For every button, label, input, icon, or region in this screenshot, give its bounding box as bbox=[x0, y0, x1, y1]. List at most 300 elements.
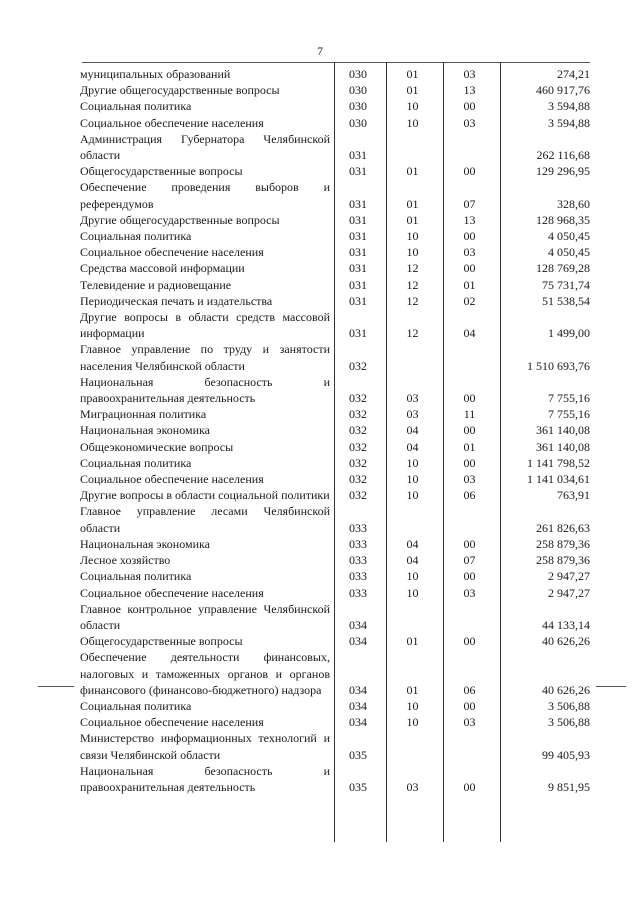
row-code-text: 031 bbox=[349, 326, 367, 341]
row-name-text: Средства массовой информации bbox=[80, 261, 245, 276]
row-amount bbox=[498, 309, 590, 341]
row-name bbox=[80, 439, 332, 455]
row-section bbox=[384, 422, 441, 438]
row-code bbox=[332, 633, 384, 649]
row-code-text: 031 bbox=[349, 277, 367, 292]
row-name bbox=[80, 212, 332, 228]
row-amount bbox=[498, 552, 590, 568]
row-code-text: 030 bbox=[349, 67, 367, 81]
margin-mark-left bbox=[38, 686, 74, 687]
row-amount bbox=[498, 277, 590, 293]
row-amount-text: 261 826,63 bbox=[536, 520, 590, 535]
row-section-text: 04 bbox=[406, 439, 419, 454]
row-name-text: Главное управление по труду и занятости населения Челябинской области bbox=[80, 342, 330, 373]
row-code-text: 032 bbox=[349, 423, 367, 438]
row-amount-text: 4 050,45 bbox=[548, 229, 590, 244]
row-subsection bbox=[441, 422, 498, 438]
row-section bbox=[384, 455, 441, 471]
row-code bbox=[332, 212, 384, 228]
row-amount bbox=[498, 163, 590, 179]
row-section-text: 10 bbox=[406, 99, 419, 114]
row-name bbox=[80, 374, 332, 406]
row-section bbox=[384, 374, 441, 406]
row-code bbox=[332, 293, 384, 309]
row-section-text: 01 bbox=[406, 164, 419, 179]
row-code bbox=[332, 422, 384, 438]
row-section bbox=[384, 66, 441, 82]
row-amount-text: 262 116,68 bbox=[536, 148, 590, 163]
row-subsection bbox=[441, 730, 498, 762]
row-amount-text: 128 968,35 bbox=[536, 212, 590, 227]
row-name-text: Общегосударственные вопросы bbox=[80, 164, 243, 179]
row-subsection-text: 11 bbox=[463, 407, 476, 422]
row-subsection bbox=[441, 503, 498, 535]
row-code bbox=[332, 260, 384, 276]
row-section-text: 01 bbox=[406, 67, 419, 81]
row-name bbox=[80, 601, 332, 633]
row-code-text: 030 bbox=[349, 99, 367, 114]
table-row bbox=[80, 536, 590, 552]
row-code-text: 032 bbox=[349, 439, 367, 454]
row-section-text: 10 bbox=[406, 115, 419, 130]
row-subsection-text: 13 bbox=[463, 83, 476, 98]
row-name bbox=[80, 536, 332, 552]
row-section-text: 10 bbox=[406, 585, 419, 600]
table-top-border bbox=[82, 62, 590, 63]
row-name-text: Социальная политика bbox=[80, 698, 192, 713]
row-name-text: Другие вопросы в области социальной политики bbox=[80, 488, 330, 503]
table-row bbox=[80, 649, 590, 698]
row-subsection-text: 03 bbox=[463, 715, 476, 730]
row-code bbox=[332, 406, 384, 422]
row-subsection-text: 03 bbox=[463, 115, 476, 130]
row-subsection bbox=[441, 212, 498, 228]
row-name-text: Периодическая печать и издательства bbox=[80, 293, 273, 308]
row-name bbox=[80, 487, 332, 503]
row-code-text: 033 bbox=[349, 569, 367, 584]
row-section bbox=[384, 82, 441, 98]
row-amount-text: 7 755,16 bbox=[548, 391, 590, 406]
row-code-text: 031 bbox=[349, 164, 367, 179]
row-code-text: 034 bbox=[349, 634, 367, 649]
row-subsection-text: 03 bbox=[463, 67, 476, 81]
table-row bbox=[80, 179, 590, 211]
row-code-text: 031 bbox=[349, 196, 367, 211]
row-subsection-text: 00 bbox=[463, 99, 476, 114]
row-subsection-text: 00 bbox=[463, 536, 476, 551]
row-subsection bbox=[441, 601, 498, 633]
page-number: 7 bbox=[317, 44, 323, 58]
row-code bbox=[332, 649, 384, 698]
row-name bbox=[80, 406, 332, 422]
row-name bbox=[80, 585, 332, 601]
row-amount bbox=[498, 212, 590, 228]
row-amount-text: 7 755,16 bbox=[548, 407, 590, 422]
row-name-text: Социальная политика bbox=[80, 229, 192, 244]
row-name-text: Социальное обеспечение населения bbox=[80, 115, 264, 130]
row-section-text: 04 bbox=[406, 536, 419, 551]
row-section bbox=[384, 471, 441, 487]
row-subsection bbox=[441, 98, 498, 114]
row-code-text: 030 bbox=[349, 83, 367, 98]
row-amount bbox=[498, 260, 590, 276]
row-section bbox=[384, 439, 441, 455]
row-code bbox=[332, 374, 384, 406]
row-subsection-text: 00 bbox=[463, 229, 476, 244]
table-row bbox=[80, 439, 590, 455]
row-section bbox=[384, 98, 441, 114]
row-section bbox=[384, 260, 441, 276]
row-section bbox=[384, 763, 441, 795]
row-name-text: Социальное обеспечение населения bbox=[80, 472, 264, 487]
row-amount bbox=[498, 503, 590, 535]
row-code bbox=[332, 228, 384, 244]
row-code bbox=[332, 309, 384, 341]
row-code bbox=[332, 163, 384, 179]
row-subsection bbox=[441, 277, 498, 293]
row-code bbox=[332, 439, 384, 455]
table-row bbox=[80, 82, 590, 98]
row-subsection bbox=[441, 698, 498, 714]
row-subsection bbox=[441, 260, 498, 276]
row-amount bbox=[498, 341, 590, 373]
row-section-text: 04 bbox=[406, 423, 419, 438]
row-amount bbox=[498, 730, 590, 762]
row-name bbox=[80, 455, 332, 471]
row-section bbox=[384, 698, 441, 714]
row-section bbox=[384, 536, 441, 552]
row-section-text: 10 bbox=[406, 569, 419, 584]
row-name-text: муниципальных образований bbox=[80, 67, 231, 81]
row-name-text: Другие общегосударственные вопросы bbox=[80, 83, 280, 98]
row-name bbox=[80, 66, 332, 82]
row-subsection bbox=[441, 585, 498, 601]
row-amount-text: 3 594,88 bbox=[548, 99, 590, 114]
row-subsection bbox=[441, 568, 498, 584]
row-name-text: Национальная экономика bbox=[80, 423, 210, 438]
row-section-text: 12 bbox=[406, 261, 419, 276]
row-section bbox=[384, 163, 441, 179]
row-subsection bbox=[441, 66, 498, 82]
row-subsection bbox=[441, 633, 498, 649]
row-section-text: 10 bbox=[406, 488, 419, 503]
table-row bbox=[80, 633, 590, 649]
row-amount-text: 3 594,88 bbox=[548, 115, 590, 130]
row-subsection-text: 04 bbox=[463, 326, 476, 341]
row-amount bbox=[498, 374, 590, 406]
row-name bbox=[80, 98, 332, 114]
row-name bbox=[80, 730, 332, 762]
row-name-text: Социальное обеспечение населения bbox=[80, 585, 264, 600]
row-section bbox=[384, 633, 441, 649]
row-amount bbox=[498, 115, 590, 131]
row-section bbox=[384, 212, 441, 228]
row-name bbox=[80, 503, 332, 535]
row-code bbox=[332, 763, 384, 795]
row-amount-text: 40 626,26 bbox=[542, 682, 590, 697]
row-name-text: Главное контрольное управление Челябинской области bbox=[80, 601, 330, 632]
row-name bbox=[80, 82, 332, 98]
table-row bbox=[80, 487, 590, 503]
row-subsection-text: 00 bbox=[463, 423, 476, 438]
row-code-text: 033 bbox=[349, 520, 367, 535]
table-row bbox=[80, 698, 590, 714]
row-subsection-text: 00 bbox=[463, 391, 476, 406]
row-subsection-text: 02 bbox=[463, 293, 476, 308]
row-name-text: Министерство информационных технологий и связи Челябинской области bbox=[80, 731, 330, 762]
row-amount bbox=[498, 98, 590, 114]
row-section bbox=[384, 714, 441, 730]
row-section bbox=[384, 649, 441, 698]
row-section-text: 10 bbox=[406, 698, 419, 713]
row-code bbox=[332, 131, 384, 163]
row-code bbox=[332, 341, 384, 373]
row-section bbox=[384, 228, 441, 244]
row-section bbox=[384, 309, 441, 341]
row-amount bbox=[498, 439, 590, 455]
row-name-text: Другие общегосударственные вопросы bbox=[80, 212, 280, 227]
row-code-text: 034 bbox=[349, 698, 367, 713]
row-subsection bbox=[441, 341, 498, 373]
row-subsection bbox=[441, 293, 498, 309]
row-name-text: Социальная политика bbox=[80, 455, 192, 470]
row-section bbox=[384, 131, 441, 163]
row-section bbox=[384, 179, 441, 211]
row-name-text: Социальное обеспечение населения bbox=[80, 715, 264, 730]
row-section-text: 04 bbox=[406, 553, 419, 568]
row-amount bbox=[498, 455, 590, 471]
row-name bbox=[80, 228, 332, 244]
table-row bbox=[80, 309, 590, 341]
row-name-text: Общегосударственные вопросы bbox=[80, 634, 243, 649]
row-amount-text: 3 506,88 bbox=[548, 698, 590, 713]
row-code bbox=[332, 568, 384, 584]
row-code bbox=[332, 487, 384, 503]
row-amount bbox=[498, 66, 590, 82]
row-name bbox=[80, 244, 332, 260]
row-name bbox=[80, 277, 332, 293]
row-code-text: 030 bbox=[349, 115, 367, 130]
row-amount-text: 1 141 798,52 bbox=[527, 455, 590, 470]
row-amount-text: 9 851,95 bbox=[548, 779, 590, 794]
row-amount bbox=[498, 471, 590, 487]
row-amount-text: 361 140,08 bbox=[536, 439, 590, 454]
row-subsection bbox=[441, 374, 498, 406]
row-code bbox=[332, 66, 384, 82]
row-section-text: 10 bbox=[406, 455, 419, 470]
row-section-text: 12 bbox=[406, 277, 419, 292]
row-code-text: 034 bbox=[349, 715, 367, 730]
row-section-text: 03 bbox=[406, 779, 419, 794]
row-code bbox=[332, 714, 384, 730]
row-subsection bbox=[441, 406, 498, 422]
row-amount-text: 44 133,14 bbox=[542, 617, 590, 632]
table-row bbox=[80, 131, 590, 163]
row-amount-text: 361 140,08 bbox=[536, 423, 590, 438]
row-code-text: 031 bbox=[349, 229, 367, 244]
row-subsection bbox=[441, 115, 498, 131]
row-amount-text: 129 296,95 bbox=[536, 164, 590, 179]
row-amount bbox=[498, 487, 590, 503]
row-code-text: 031 bbox=[349, 261, 367, 276]
row-amount bbox=[498, 568, 590, 584]
row-code-text: 034 bbox=[349, 682, 367, 697]
row-name-text: Общеэкономические вопросы bbox=[80, 439, 234, 454]
row-name bbox=[80, 714, 332, 730]
row-amount bbox=[498, 406, 590, 422]
row-subsection-text: 00 bbox=[463, 455, 476, 470]
row-section bbox=[384, 277, 441, 293]
row-subsection bbox=[441, 179, 498, 211]
margin-mark-right bbox=[596, 686, 626, 687]
row-section-text: 01 bbox=[406, 212, 419, 227]
row-amount bbox=[498, 228, 590, 244]
table-row bbox=[80, 763, 590, 795]
row-subsection bbox=[441, 552, 498, 568]
row-name-text: Администрация Губернатора Челябинской области bbox=[80, 131, 330, 163]
row-amount-text: 1 499,00 bbox=[548, 326, 590, 341]
row-subsection bbox=[441, 82, 498, 98]
row-subsection bbox=[441, 649, 498, 698]
table-row bbox=[80, 228, 590, 244]
row-name bbox=[80, 293, 332, 309]
row-section-text: 01 bbox=[406, 196, 419, 211]
row-amount-text: 75 731,74 bbox=[542, 277, 590, 292]
row-subsection-text: 07 bbox=[463, 553, 476, 568]
row-amount-text: 2 947,27 bbox=[548, 585, 590, 600]
table-row bbox=[80, 730, 590, 762]
row-section bbox=[384, 552, 441, 568]
row-name-text: Социальная политика bbox=[80, 569, 192, 584]
row-code bbox=[332, 601, 384, 633]
row-subsection-text: 03 bbox=[463, 585, 476, 600]
row-section bbox=[384, 568, 441, 584]
row-name-text: Национальная безопасность и правоохранительная деятельность bbox=[80, 763, 330, 794]
row-code-text: 032 bbox=[349, 455, 367, 470]
row-amount bbox=[498, 536, 590, 552]
row-code-text: 033 bbox=[349, 585, 367, 600]
row-name-text: Другие вопросы в области средств массовой информации bbox=[80, 310, 330, 341]
row-code-text: 032 bbox=[349, 472, 367, 487]
row-amount bbox=[498, 244, 590, 260]
row-name bbox=[80, 115, 332, 131]
row-subsection-text: 06 bbox=[463, 488, 476, 503]
row-code-text: 032 bbox=[349, 407, 367, 422]
row-amount bbox=[498, 601, 590, 633]
row-code-text: 031 bbox=[349, 148, 367, 163]
row-subsection bbox=[441, 471, 498, 487]
row-section-text: 01 bbox=[406, 682, 419, 697]
table-row bbox=[80, 601, 590, 633]
row-subsection bbox=[441, 536, 498, 552]
row-name bbox=[80, 552, 332, 568]
row-name-text: Миграционная политика bbox=[80, 407, 207, 422]
row-amount-text: 128 769,28 bbox=[536, 261, 590, 276]
table-row bbox=[80, 714, 590, 730]
row-name bbox=[80, 763, 332, 795]
table-row bbox=[80, 552, 590, 568]
row-amount-text: 274,21 bbox=[557, 67, 590, 81]
row-subsection-text: 00 bbox=[463, 634, 476, 649]
table-row bbox=[80, 503, 590, 535]
row-name bbox=[80, 131, 332, 163]
row-code bbox=[332, 585, 384, 601]
table-row bbox=[80, 66, 590, 82]
row-subsection bbox=[441, 487, 498, 503]
row-name bbox=[80, 633, 332, 649]
row-name-text: Главное управление лесами Челябинской области bbox=[80, 504, 330, 535]
table-row bbox=[80, 341, 590, 373]
row-code-text: 031 bbox=[349, 212, 367, 227]
row-section bbox=[384, 601, 441, 633]
table-row bbox=[80, 455, 590, 471]
row-section bbox=[384, 406, 441, 422]
row-name bbox=[80, 568, 332, 584]
row-section bbox=[384, 293, 441, 309]
row-subsection-text: 00 bbox=[463, 261, 476, 276]
row-section bbox=[384, 503, 441, 535]
row-code bbox=[332, 82, 384, 98]
table-row bbox=[80, 422, 590, 438]
row-name-text: Лесное хозяйство bbox=[80, 553, 171, 568]
row-code-text: 032 bbox=[349, 488, 367, 503]
row-section bbox=[384, 341, 441, 373]
row-code bbox=[332, 698, 384, 714]
row-section-text: 01 bbox=[406, 634, 419, 649]
row-subsection-text: 07 bbox=[463, 196, 476, 211]
row-name-text: Национальная безопасность и правоохранительная деятельность bbox=[80, 374, 330, 406]
table-row bbox=[80, 277, 590, 293]
row-amount-text: 763,91 bbox=[557, 488, 590, 503]
row-code bbox=[332, 455, 384, 471]
table-row bbox=[80, 98, 590, 114]
row-section-text: 03 bbox=[406, 407, 419, 422]
table-row bbox=[80, 568, 590, 584]
row-amount-text: 258 879,36 bbox=[536, 553, 590, 568]
row-amount-text: 2 947,27 bbox=[548, 569, 590, 584]
row-code-text: 035 bbox=[349, 747, 367, 762]
row-section bbox=[384, 730, 441, 762]
row-code bbox=[332, 179, 384, 211]
row-subsection bbox=[441, 309, 498, 341]
row-code-text: 031 bbox=[349, 245, 367, 260]
row-subsection-text: 03 bbox=[463, 472, 476, 487]
row-subsection bbox=[441, 439, 498, 455]
row-amount bbox=[498, 763, 590, 795]
row-amount bbox=[498, 422, 590, 438]
row-name bbox=[80, 179, 332, 211]
row-section-text: 01 bbox=[406, 83, 419, 98]
row-amount bbox=[498, 633, 590, 649]
row-section-text: 10 bbox=[406, 229, 419, 244]
row-section-text: 10 bbox=[406, 472, 419, 487]
row-section-text: 03 bbox=[406, 391, 419, 406]
row-name-text: Телевидение и радиовещание bbox=[80, 277, 232, 292]
table-row bbox=[80, 374, 590, 406]
row-name bbox=[80, 422, 332, 438]
row-name bbox=[80, 309, 332, 341]
row-amount bbox=[498, 649, 590, 698]
row-section bbox=[384, 244, 441, 260]
row-section-text: 10 bbox=[406, 715, 419, 730]
row-amount bbox=[498, 293, 590, 309]
row-code-text: 032 bbox=[349, 391, 367, 406]
row-subsection bbox=[441, 163, 498, 179]
row-subsection bbox=[441, 763, 498, 795]
row-code bbox=[332, 552, 384, 568]
row-amount bbox=[498, 82, 590, 98]
table-row bbox=[80, 212, 590, 228]
